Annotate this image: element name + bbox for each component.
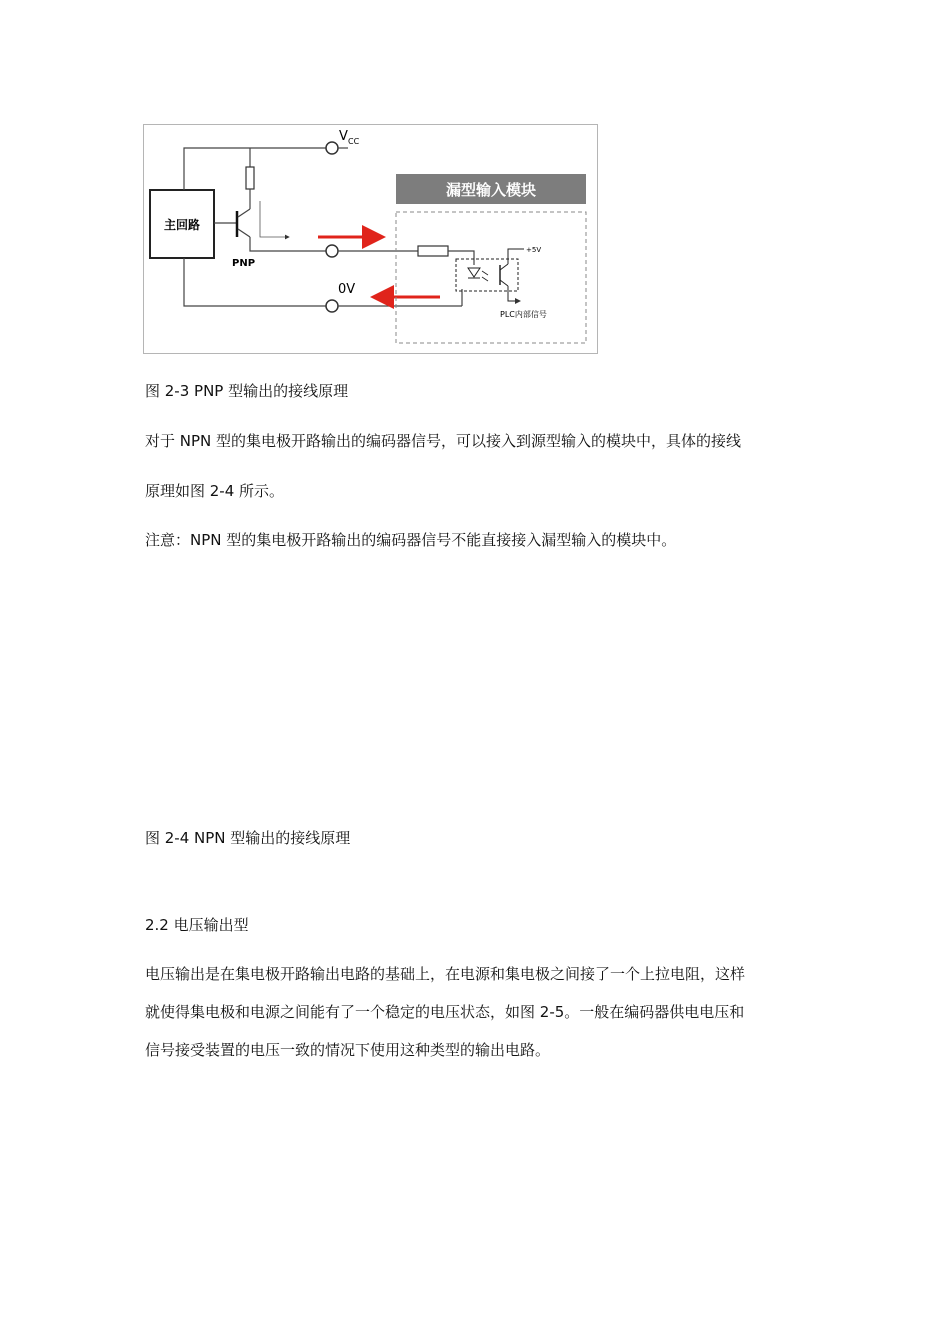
caption-figure-2-4: 图 2-4 NPN 型输出的接线原理: [145, 829, 351, 847]
zero-v-label: 0V: [338, 282, 356, 297]
module-title: 漏型输入模块: [445, 181, 537, 199]
pnp-label: PNP: [232, 258, 256, 269]
output-wire: [250, 237, 326, 251]
pnp-circuit-diagram: [144, 125, 597, 353]
note-paragraph: 注意：NPN 型的集电极开路输出的编码器信号不能直接接入漏型输入的模块中。: [145, 531, 677, 549]
vcc-label: V: [339, 129, 348, 144]
paragraph-2-line-1: 电压输出是在集电极开路输出电路的基础上，在电源和集电极之间接了一个上拉电阻，这样: [145, 965, 746, 983]
figure-pnp-wiring-diagram: [143, 124, 598, 354]
main-circuit-label: 主回路: [163, 218, 201, 232]
sink-input-module-outline: [396, 212, 586, 343]
paragraph-1-line-1: 对于 NPN 型的集电极开路输出的编码器信号，可以接入到源型输入的模块中，具体的接线: [145, 432, 742, 450]
optocoupler-box: [456, 259, 518, 291]
emitter-resistor: [246, 167, 254, 189]
plc-signal-label: PLC内部信号: [500, 310, 547, 319]
zero-v-terminal: [326, 300, 338, 312]
vcc-subscript: CC: [348, 137, 360, 146]
vcc-terminal: [326, 142, 338, 154]
paragraph-2-line-3: 信号接受装置的电压一致的情况下使用这种类型的输出电路。: [145, 1041, 551, 1059]
plus-5v-label: +5V: [526, 246, 542, 254]
paragraph-2-line-2: 就使得集电极和电源之间能有了一个稳定的电压状态，如图 2-5。一般在编码器供电电压和: [145, 1003, 745, 1021]
input-resistor: [418, 246, 448, 256]
caption-figure-2-3: 图 2-3 PNP 型输出的接线原理: [145, 382, 349, 400]
signal-terminal: [326, 245, 338, 257]
vcc-wire: [184, 148, 326, 190]
section-heading: 2.2 电压输出型: [145, 916, 249, 934]
paragraph-1-line-2: 原理如图 2-4 所示。: [145, 482, 285, 500]
